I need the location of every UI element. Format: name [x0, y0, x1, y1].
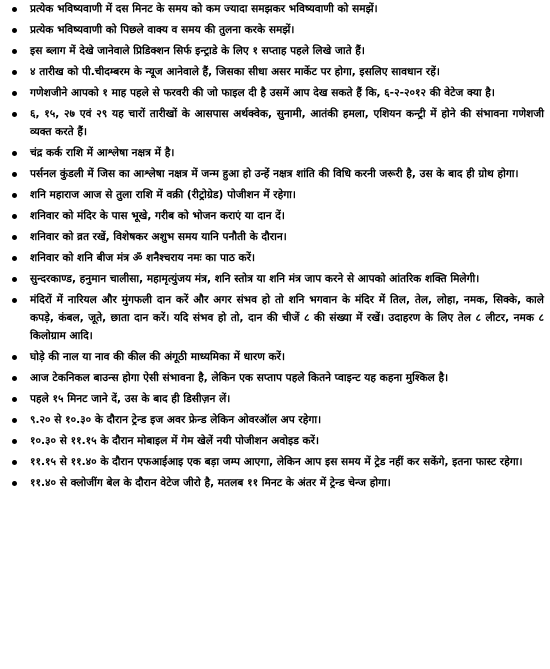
list-item-text: ६, १५, २७ एवं २९ यह चारों तारीखों के आसपास अर्थक्वेक, सुनामी, आतंकी हमला, एशियन कन्ट्री में होने की संभावना गणेशजी व्यक्त करते हैं।: [30, 108, 544, 138]
bullet-icon: [12, 151, 17, 156]
list-item-text: शनिवार को व्रत रखें, विशेषकर अशुभ समय यानि पनौती के दौरान।: [30, 231, 287, 243]
list-item-text: पर्सनल कुंडली में जिस का आश्लेषा नक्षत्र में जन्म हुआ हो उन्हें नक्षत्र शांति की विधि करनी जरूरी है, उस के बाद ही ग्रोथ होगा।: [30, 168, 519, 180]
bullet-icon: [12, 91, 17, 96]
list-item: [4, 390, 550, 411]
bullet-icon: [12, 28, 17, 33]
list-item: [4, 63, 550, 84]
bullet-icon: [12, 70, 17, 75]
list-item-text: आज टेकनिकल बाउन्स होगा ऐसी संभावना है, लेकिन एक सप्ताप पहले कितने प्वाइन्ट यह कहना मुश्किल है।: [30, 372, 449, 384]
list-item-text: गणेशजीने आपको १ माह पहले से फरवरी की जो फाइल दी है उसमें आप देख सकते हैं कि, ६-२-२०१२ की वेटेज क्या है।: [30, 87, 495, 99]
list-item-text: ९.२० से १०.३० के दौरान ट्रेन्ड इज अवर फ्रेन्ड लेकिन ओवरऑल अप रहेगा।: [30, 414, 322, 426]
bullet-icon: [12, 355, 17, 360]
list-item: [4, 21, 550, 42]
bullet-icon: [12, 397, 17, 402]
list-item-text: प्रत्येक भविष्यवाणी को पिछले वाक्य व समय की तुलना करके समझें।: [30, 24, 295, 36]
bullet-icon: [12, 214, 17, 219]
list-item: [4, 270, 550, 291]
bullet-icon: [12, 193, 17, 198]
list-item: [4, 105, 550, 144]
list-item-text: ११.४० से क्लोजींग बेल के दौरान वेटेज जीरो है, मतलब ११ मिनट के अंतर में ट्रेन्ड चेन्ज होगा।: [30, 477, 391, 489]
bullet-icon: [12, 7, 17, 12]
list-item: [4, 348, 550, 369]
bullet-icon: [12, 418, 17, 423]
list-item-text: शनि महाराज आज से तुला राशि में वक्री (रीट्रोग्रेड) पोजीशन में रहेगा।: [30, 189, 296, 201]
bullet-icon: [12, 439, 17, 444]
bullet-icon: [12, 481, 17, 486]
list-item-text: ४ तारीख को पी.चीदम्बरम के न्यूज आनेवाले हैं, जिसका सीधा असर मार्केट पर होगा, इसलिए सावधान रहें।: [30, 66, 440, 78]
list-item: [4, 228, 550, 249]
list-item-text: शनिवार को मंदिर के पास भूखे, गरीब को भोजन कराएं या दान दें।: [30, 210, 285, 222]
list-item: [4, 144, 550, 165]
list-item: [4, 474, 550, 495]
list-item: [4, 84, 550, 105]
bullet-icon: [12, 256, 17, 261]
list-item-text: सुन्दरकाण्ड, हनुमान चालीसा, महामृत्युंजय मंत्र, शनि स्तोत्र या शनि मंत्र जाप करने से आपको आंतरिक शक्ति मिलेगी।: [30, 273, 480, 285]
list-item-text: प्रत्येक भविष्यवाणी में दस मिनट के समय को कम ज्यादा समझकर भविष्यवाणी को समझें।: [30, 3, 378, 15]
list-item: [4, 186, 550, 207]
list-item: [4, 369, 550, 390]
bullet-icon: [12, 49, 17, 54]
list-item-text: इस ब्लाग में देखे जानेवाले प्रिडिक्शन सिर्फ इन्ट्राडे के लिए १ सप्ताह पहले लिखे जाते हैं।: [30, 45, 365, 57]
bullet-icon: [12, 376, 17, 381]
list-item: [4, 432, 550, 453]
list-item: [4, 453, 550, 474]
list-item: [4, 411, 550, 432]
bullet-icon: [12, 277, 17, 282]
list-item: [4, 291, 550, 348]
list-item: [4, 165, 550, 186]
list-item-text: चंद्र कर्क राशि में आश्लेषा नक्षत्र में है।: [30, 147, 175, 159]
list-item-text: घोड़े की नाल या नाव की कील की अंगूठी माध्यमिका में धारण करें।: [30, 351, 286, 363]
list-item-text: मंदिरों में नारियल और मुंगफली दान करें और अगर संभव हो तो शनि भगवान के मंदिर में तिल, तेल, लोहा, नमक, सिक्के, काले कपड़े, कंबल, जूते, छाता दान करें। यदि संभव हो तो, दान की चीजें ८ की संख्या में रखें। उदाहरण के लिए तेल ८ लीटर, नमक ८ किलोग्राम आदि।: [30, 294, 544, 342]
bullet-icon: [12, 172, 17, 177]
list-item: [4, 207, 550, 228]
list-item-text: १०.३० से ११.१५ के दौरान मोबाइल में गेम खेलें नयी पोजीशन अवोइड करें।: [30, 435, 320, 447]
bullet-icon: [12, 460, 17, 465]
list-item: [4, 0, 550, 21]
list-item-text: ११.१५ से ११.४० के दौरान एफआईआइ एक बड़ा जम्प आएगा, लेकिन आप इस समय में ट्रेड नहीं कर सकेंगे, इतना फास्ट रहेगा।: [30, 456, 523, 468]
bullet-icon: [12, 112, 17, 117]
list-item-text: शनिवार को शनि बीज मंत्र ॐ शनैश्चराय नमः का पाठ करें।: [30, 252, 256, 264]
bullet-icon: [12, 298, 17, 303]
bullet-icon: [12, 235, 17, 240]
list-item: [4, 42, 550, 63]
list-item-text: पहले १५ मिनट जाने दें, उस के बाद ही डिसीज़न लें।: [30, 393, 231, 405]
list-item: [4, 249, 550, 270]
